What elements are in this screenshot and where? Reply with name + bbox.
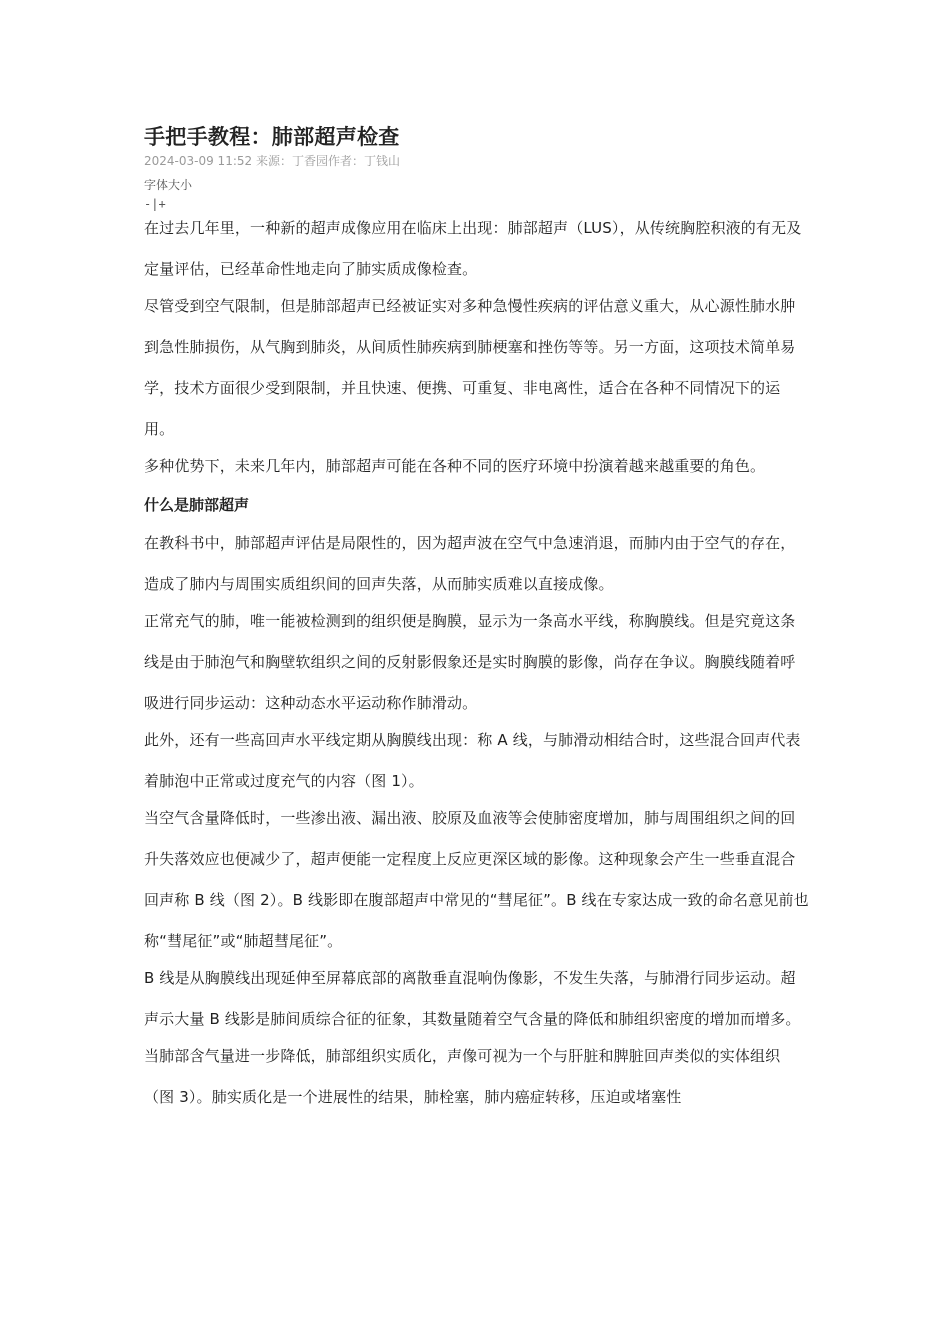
section-heading: 什么是肺部超声 (144, 496, 250, 514)
paragraph: 此外，还有一些高回声水平线定期从胸膜线出现：称 A 线，与肺滑动相结合时，这些混合回声代表着肺泡中正常或过度充气的内容（图 1）。 (144, 731, 801, 790)
paragraph: 多种优势下，未来几年内，肺部超声可能在各种不同的医疗环境中扮演着越来越重要的角色。 (144, 457, 766, 475)
font-decrease-button[interactable]: - (144, 197, 152, 211)
paragraph: 在过去几年里，一种新的超声成像应用在临床上出现：肺部超声（LUS），从传统胸腔积液的有无及定量评估，已经革命性地走向了肺实质成像检查。 (144, 219, 802, 278)
paragraph: 当肺部含气量进一步降低，肺部组织实质化，声像可视为一个与肝脏和脾脏回声类似的实体组织（图 3）。肺实质化是一个进展性的结果，肺栓塞，肺内癌症转移，压迫或堵塞性 (144, 1047, 781, 1106)
font-control-separator: | (151, 197, 159, 211)
paragraph: 在教科书中，肺部超声评估是局限性的，因为超声波在空气中急速消退，而肺内由于空气的存在，造成了肺内与周围实质组织间的回声失落，从而肺实质难以直接成像。 (144, 534, 796, 593)
font-size-label: 字体大小 (144, 178, 193, 192)
paragraph: 当空气含量降低时，一些渗出液、漏出液、胶原及血液等会使肺密度增加，肺与周围组织之间的回升失落效应也便减少了，超声便能一定程度上反应更深区域的影像。这种现象会产生一些垂直混合回声称 B 线（图 2）。B 线影即在腹部超声中常见的“彗尾征”。B 线在专家达成一致的命名意见前也称“彗尾征”或“肺超彗尾征”。 (144, 809, 809, 950)
article-meta: 2024-03-09 11:52 来源：丁香园作者：丁钱山 (144, 154, 400, 168)
font-increase-button[interactable]: + (158, 197, 166, 211)
paragraph: 正常充气的肺，唯一能被检测到的组织便是胸膜，显示为一条高水平线，称胸膜线。但是究竟这条线是由于肺泡气和胸壁软组织之间的反射影假象还是实时胸膜的影像，尚存在争议。胸膜线随着呼吸进行同步运动：这种动态水平运动称作肺滑动。 (144, 612, 796, 712)
article (144, 122, 810, 1118)
paragraph: 尽管受到空气限制，但是肺部超声已经被证实对多种急慢性疾病的评估意义重大，从心源性肺水肿到急性肺损伤，从气胸到肺炎，从间质性肺疾病到肺梗塞和挫伤等等。另一方面，这项技术简单易学，技术方面很少受到限制，并且快速、便携、可重复、非电离性，适合在各种不同情况下的运用。 (144, 297, 796, 438)
paragraph: B 线是从胸膜线出现延伸至屏幕底部的离散垂直混响伪像影，不发生失落，与肺滑行同步运动。超声示大量 B 线影是肺间质综合征的征象，其数量随着空气含量的降低和肺组织密度的增加而增多。 (144, 969, 801, 1028)
article-title: 手把手教程：肺部超声检查 (144, 125, 400, 149)
article-body (144, 208, 810, 1118)
